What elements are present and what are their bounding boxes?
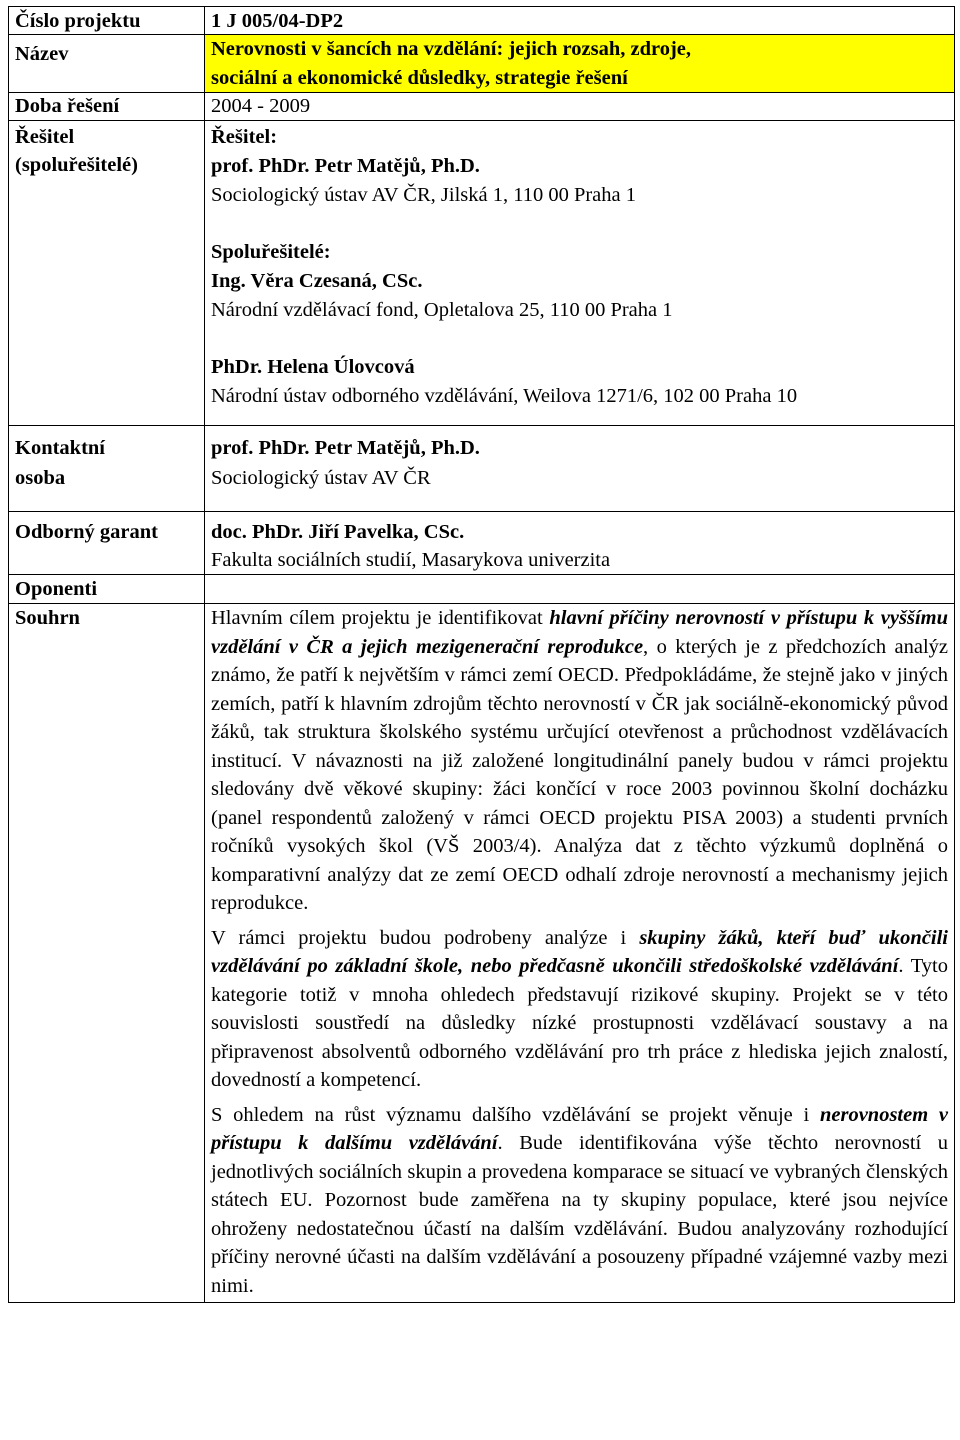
summary-p1-text-c: , o kterých je z předchozích analýz známo, že patří k největším v rámci zemí OECD. Předpokládáme, že stejně jako v jiných zemích, patří k hlavním zdrojům těchto nerovností v ČR jak sociálně-ekonomický původ žáků, tak struktura školského systému určující otevřenost a průchodnost vzdělávacích institucí. V návaznosti na již založené longitudinální panely budou v rámci projektu sledovány dvě věkové skupiny: žáci končící v roce 2003 povinnou školní docházku (panel respondentů založený v rámci OECD projektu PISA 2003) a studenti prvních ročníků vysokých škol (VŠ 2003/4). Analýza dat z těchto výzkumů doplněná o komparativní analýzy dat ze zemí OECD odhalí zdroje nerovností a mechanismy jejich reprodukce. xyxy=(211,635,948,914)
principal-affiliation: Sociologický ústav AV ČR, Jilská 1, 110 00 Praha 1 xyxy=(211,184,637,206)
title-value xyxy=(205,35,955,93)
summary-p3-text-c: . Bude identifikována výše těchto nerovností u jednotlivých sociálních skupin a provedena komparace se situací ve vybraných členských státech EU. Pozornost bude zaměřena na ty skupiny populace, které jsou nejvíce ohroženy nedostatečnou účastí na dalším vzdělávání. Budou analyzovány rozhodující příčiny nerovné účasti na dalším vzdělávání a posouzeny případné vzájemné vazby mezi nimi. xyxy=(211,1132,948,1297)
guarantor-affiliation: Fakulta sociálních studií, Masarykova univerzita xyxy=(211,549,611,571)
summary-p2-emphasis: skupiny žáků, kteří buď ukončili vzdělávání po základní škole, nebo předčasně ukončili středoškolské vzdělávání xyxy=(211,926,949,977)
project-number-value: 1 J 005/04-DP2 xyxy=(205,7,955,35)
co-investigator-2-affiliation: Národní ústav odborného vzdělávání, Weilova 1271/6, 102 00 Praha 10 xyxy=(211,385,798,407)
row-investigators xyxy=(9,121,955,426)
investigators-label-line-1: Řešitel xyxy=(15,126,75,148)
row-guarantor xyxy=(9,512,955,575)
summary-p1-emphasis: hlavní příčiny nerovností v přístupu k vyššímu vzdělání v ČR a jejich mezigenerační reprodukce xyxy=(211,607,948,658)
row-project-number xyxy=(9,7,955,35)
investigators-label-line-2: (spoluřešitelé) xyxy=(15,154,138,176)
co-investigator-2-name: PhDr. Helena Úlovcová xyxy=(211,356,415,378)
summary-p3-text-a: S ohledem na růst významu dalšího vzdělávání se projekt věnuje i xyxy=(211,1103,820,1126)
contact-name: prof. PhDr. Petr Matějů, Ph.D. xyxy=(211,437,480,459)
summary-paragraph-3 xyxy=(211,1101,948,1301)
summary-p2-text-a: V rámci projektu budou podrobeny analýze i xyxy=(211,926,640,949)
summary-paragraph-2 xyxy=(211,924,948,1095)
opponents-label: Oponenti xyxy=(9,575,205,604)
opponents-value xyxy=(205,575,955,604)
title-label: Název xyxy=(9,35,205,93)
summary-p1-text-a: Hlavním cílem projektu je identifikovat xyxy=(211,607,550,629)
guarantor-label: Odborný garant xyxy=(9,512,205,575)
co-investigator-1-affiliation: Národní vzdělávací fond, Opletalova 25, 110 00 Praha 1 xyxy=(211,299,673,321)
principal-heading: Řešitel: xyxy=(211,126,278,148)
contact-label-line-1: Kontaktní xyxy=(15,437,105,459)
summary-label: Souhrn xyxy=(9,604,205,1303)
duration-value: 2004 - 2009 xyxy=(205,93,955,121)
summary-p2-text-c: . Tyto kategorie totiž v mnoha ohledech představují rizikové skupiny. Projekt se v této souvislosti soustředí na důsledky nízké prostupnosti vzdělávací soustavy a na připravenost absolventů odborného vzdělávání pro trh práce z hlediska jejich znalostí, dovedností a kompetencí. xyxy=(211,955,948,1091)
contact-label xyxy=(9,426,205,512)
row-duration xyxy=(9,93,955,121)
investigators-label xyxy=(9,121,205,426)
co-investigator-1-name: Ing. Věra Czesaná, CSc. xyxy=(211,270,423,292)
row-summary xyxy=(9,604,955,1303)
co-investigators-heading: Spoluřešitelé: xyxy=(211,241,331,263)
summary-p3-emphasis: nerovnostem v přístupu k dalšímu vzdělávání xyxy=(211,1103,949,1154)
contact-value xyxy=(205,426,955,512)
title-line-1: Nerovnosti v šancích na vzdělání: jejich rozsah, zdroje, xyxy=(211,38,692,60)
title-line-2: sociální a ekonomické důsledky, strategie řešení xyxy=(211,66,628,89)
summary-paragraph-1 xyxy=(211,604,948,918)
row-contact xyxy=(9,426,955,512)
duration-label: Doba řešení xyxy=(9,93,205,121)
summary-value xyxy=(205,604,955,1303)
guarantor-name: doc. PhDr. Jiří Pavelka, CSc. xyxy=(211,521,465,543)
row-title xyxy=(9,35,955,93)
project-number-label: Číslo projektu xyxy=(9,7,205,35)
row-opponents xyxy=(9,575,955,604)
contact-affiliation: Sociologický ústav AV ČR xyxy=(211,467,431,489)
investigators-value xyxy=(205,121,955,426)
contact-label-line-2: osoba xyxy=(15,467,66,489)
guarantor-value xyxy=(205,512,955,575)
project-info-table xyxy=(8,6,955,1303)
principal-name: prof. PhDr. Petr Matějů, Ph.D. xyxy=(211,155,480,177)
